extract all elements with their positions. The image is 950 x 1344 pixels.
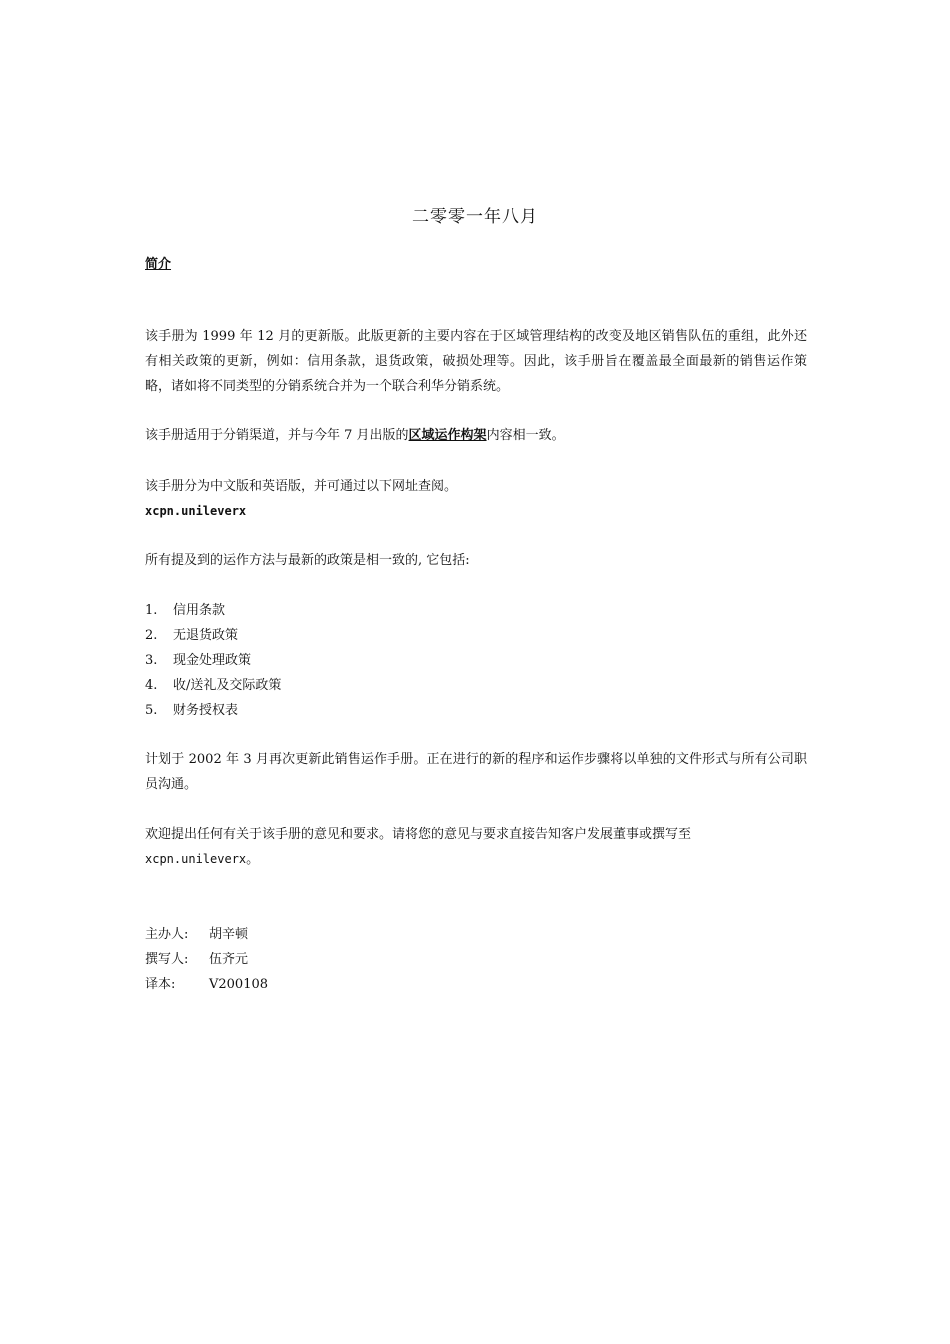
- list-item: [145, 698, 281, 723]
- closing-paragraph-2-end: 。: [246, 852, 260, 867]
- version-value: V200108: [209, 977, 269, 992]
- list-item: [145, 673, 281, 698]
- intro-paragraph-3-text: 该手册分为中文版和英语版，并可通过以下网址查阅。: [145, 479, 458, 494]
- list-item-number: 3.: [145, 653, 158, 668]
- intro-paragraph-2-end: 内容相一致。: [486, 428, 565, 443]
- list-item-number: 5.: [145, 703, 158, 718]
- list-item-label: 信用条款: [173, 603, 226, 618]
- version-label: 译本:: [145, 977, 176, 992]
- list-item-label: 无退货政策: [173, 628, 239, 643]
- list-item: [145, 623, 281, 648]
- host-row: [145, 922, 807, 947]
- list-item-number: 4.: [145, 678, 158, 693]
- closing-paragraph-2: [145, 822, 807, 872]
- policy-list: [145, 598, 281, 723]
- intro-paragraph-2: [145, 423, 807, 448]
- document-date: 二零零一年八月: [412, 207, 538, 227]
- writer-row: [145, 947, 807, 972]
- list-item: [145, 648, 281, 673]
- manual-url[interactable]: xcpn.unileverx: [145, 504, 247, 518]
- section-title-introduction: 简介: [145, 257, 172, 272]
- list-item-label: 财务授权表: [173, 703, 239, 718]
- closing-paragraph-1: 计划于 2002 年 3 月再次更新此销售运作手册。正在进行的新的程序和运作步骤将以单独的文件形式与所有公司职员沟通。: [145, 752, 807, 792]
- regional-framework-link[interactable]: 区域运作构架: [408, 428, 487, 443]
- host-name: 胡辛顿: [209, 927, 249, 942]
- version-row: [145, 972, 807, 997]
- list-item-number: 2.: [145, 628, 158, 643]
- feedback-url[interactable]: xcpn.unileverx: [145, 852, 247, 866]
- closing-paragraph-2-text: 欢迎提出任何有关于该手册的意见和要求。请将您的意见与要求直接告知客户发展董事或撰写至: [145, 827, 692, 842]
- list-item: [145, 598, 281, 623]
- intro-paragraph-3: [145, 474, 807, 524]
- list-item-label: 收/送礼及交际政策: [173, 678, 282, 693]
- intro-paragraph-2-text: 该手册适用于分销渠道，并与今年 7 月出版的: [145, 428, 409, 443]
- host-label: 主办人:: [145, 927, 189, 942]
- intro-paragraph-4: 所有提及到的运作方法与最新的政策是相一致的, 它包括:: [145, 553, 470, 568]
- list-item-label: 现金处理政策: [173, 653, 252, 668]
- signature-block: [145, 922, 807, 997]
- writer-name: 伍齐元: [209, 952, 249, 967]
- list-item-number: 1.: [145, 603, 158, 618]
- writer-label: 撰写人:: [145, 952, 189, 967]
- intro-paragraph-1: 该手册为 1999 年 12 月的更新版。此版更新的主要内容在于区域管理结构的改变及地区销售队伍的重组，此外还有相关政策的更新，例如：信用条款，退货政策，破损处理等。因此，该手册旨在覆盖最全面最新的销售运作策略，诸如将不同类型的分销系统合并为一个联合利华分销系统。: [145, 329, 807, 394]
